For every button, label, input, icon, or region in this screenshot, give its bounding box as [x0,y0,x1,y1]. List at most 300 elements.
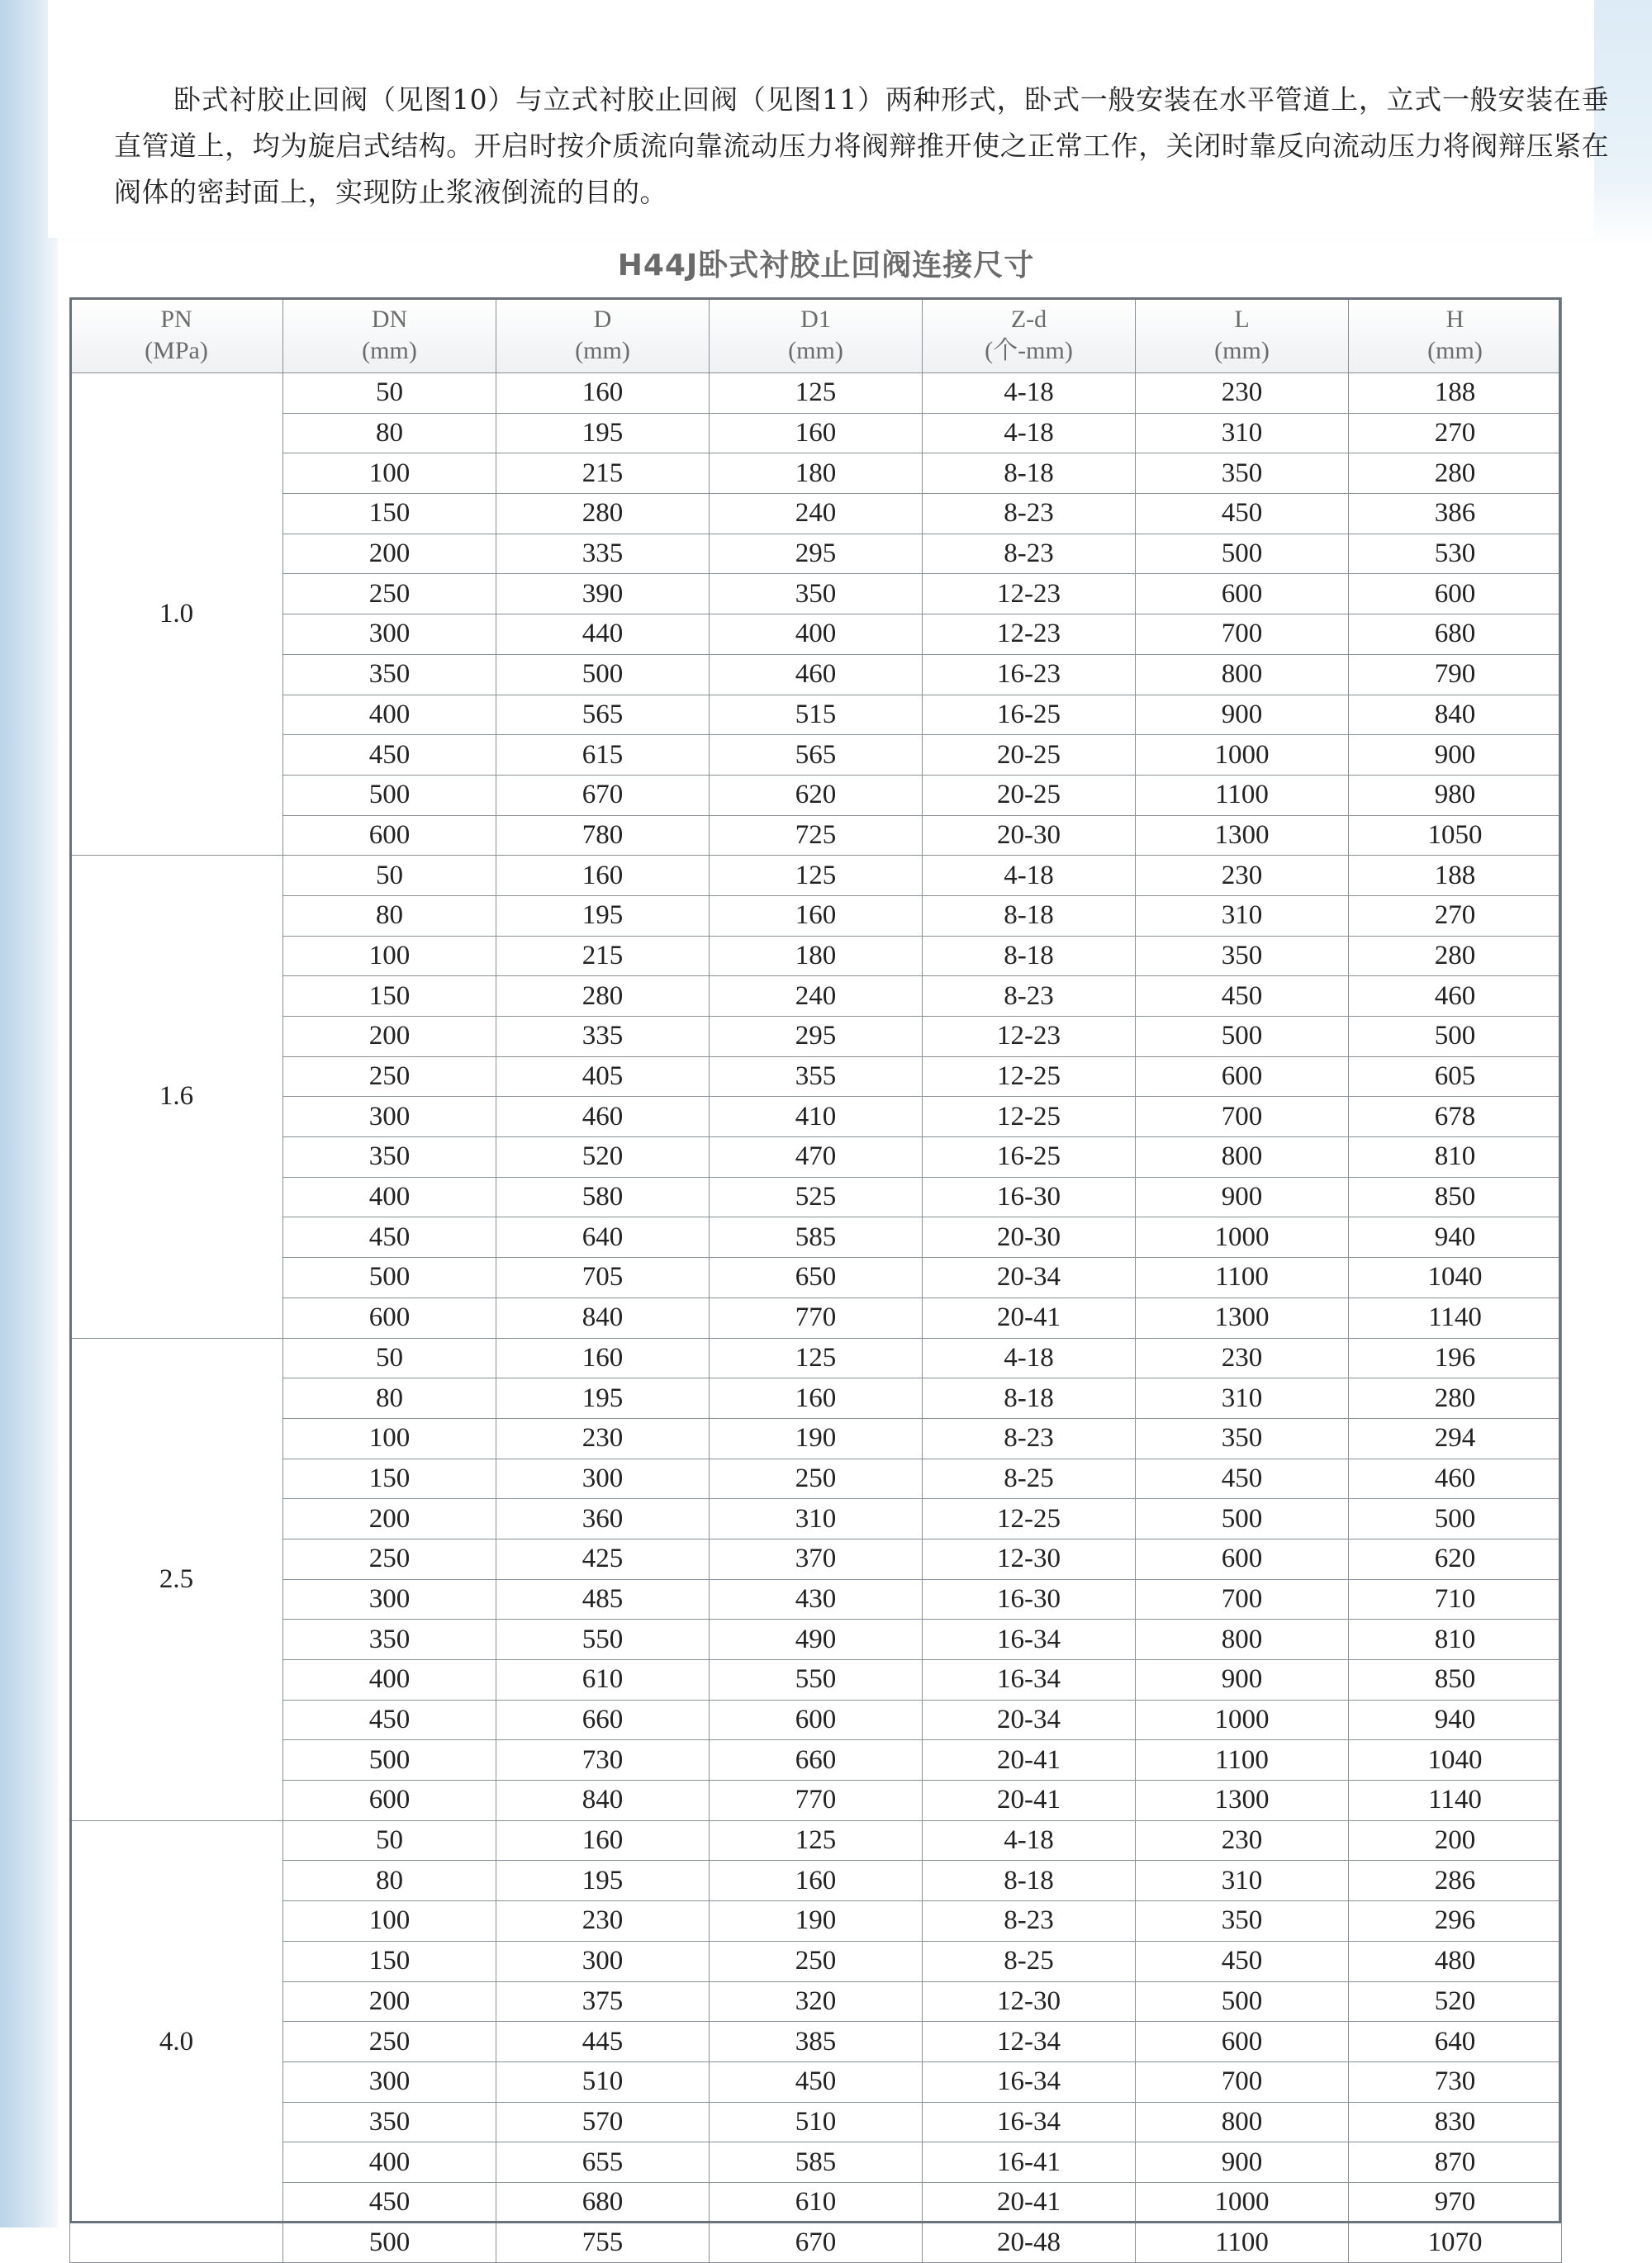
d-cell: 730 [496,1740,710,1781]
table-row [70,1338,1562,1378]
z-d-cell: 8-18 [923,1861,1136,1901]
l-cell: 1100 [1136,775,1349,815]
z-d-cell: 16-25 [923,695,1136,735]
d-cell: 230 [496,1418,710,1459]
dn-cell: 300 [283,1097,496,1137]
table-row [70,1217,1562,1258]
table-row [70,1820,1562,1861]
header-h: H (mm) [1349,298,1562,373]
d-cell: 445 [496,2022,710,2062]
d1-cell: 770 [710,1298,923,1338]
d1-cell: 585 [710,1217,923,1258]
table-row [70,1017,1562,1057]
table-row [70,735,1562,776]
d1-cell: 660 [710,1740,923,1781]
l-cell: 450 [1136,494,1349,534]
dn-cell: 150 [283,976,496,1017]
table-row [70,1660,1562,1701]
z-d-cell: 20-34 [923,1258,1136,1298]
l-cell: 600 [1136,1056,1349,1097]
d1-cell: 240 [710,976,923,1017]
l-cell: 230 [1136,856,1349,896]
z-d-cell: 20-41 [923,1781,1136,1821]
d1-cell: 250 [710,1941,923,1981]
table-row [70,1177,1562,1217]
d1-cell: 160 [710,1378,923,1419]
d-cell: 615 [496,735,710,776]
l-cell: 450 [1136,1459,1349,1499]
d1-cell: 160 [710,413,923,453]
d-cell: 840 [496,1781,710,1821]
table-row [70,1981,1562,2022]
h-cell: 1140 [1349,1781,1562,1821]
h-cell: 1050 [1349,815,1562,856]
d-cell: 640 [496,1217,710,1258]
dn-cell: 50 [283,1338,496,1378]
h-cell: 460 [1349,976,1562,1017]
d-cell: 565 [496,695,710,735]
table-row [70,936,1562,976]
d-cell: 335 [496,1017,710,1057]
z-d-cell: 4-18 [923,1820,1136,1861]
dn-cell: 600 [283,1298,496,1338]
dn-cell: 600 [283,1781,496,1821]
dn-cell: 400 [283,1660,496,1701]
dn-cell: 80 [283,413,496,453]
d-cell: 425 [496,1539,710,1579]
l-cell: 600 [1136,574,1349,614]
l-cell: 1300 [1136,1781,1349,1821]
h-cell: 520 [1349,1981,1562,2022]
table-row [70,1298,1562,1338]
dn-cell: 80 [283,1861,496,1901]
d-cell: 335 [496,534,710,574]
d1-cell: 450 [710,2061,923,2102]
d-cell: 780 [496,815,710,856]
h-cell: 386 [1349,494,1562,534]
d1-cell: 385 [710,2022,923,2062]
dn-cell: 300 [283,1579,496,1620]
left-margin-band [0,0,58,2227]
table-row [70,1539,1562,1579]
z-d-cell: 8-25 [923,1941,1136,1981]
dn-cell: 450 [283,1700,496,1740]
h-cell: 460 [1349,1459,1562,1499]
d1-cell: 160 [710,895,923,936]
d-cell: 500 [496,654,710,695]
l-cell: 800 [1136,1620,1349,1660]
z-d-cell: 20-30 [923,815,1136,856]
header-z-d: Z-d (个-mm) [923,298,1136,373]
table-row [70,895,1562,936]
l-cell: 230 [1136,1820,1349,1861]
d1-cell: 400 [710,614,923,655]
dn-cell: 200 [283,1017,496,1057]
l-cell: 450 [1136,976,1349,1017]
d-cell: 680 [496,2182,710,2223]
table-row [70,1901,1562,1942]
l-cell: 500 [1136,1017,1349,1057]
table-row [70,695,1562,735]
h-cell: 600 [1349,574,1562,614]
dn-cell: 350 [283,1620,496,1660]
l-cell: 1300 [1136,815,1349,856]
z-d-cell: 16-34 [923,2102,1136,2142]
l-cell: 1100 [1136,1740,1349,1781]
h-cell: 500 [1349,1017,1562,1057]
d-cell: 485 [496,1579,710,1620]
h-cell: 280 [1349,936,1562,976]
dn-cell: 100 [283,1418,496,1459]
l-cell: 1100 [1136,1258,1349,1298]
dn-cell: 80 [283,895,496,936]
table-row [70,1781,1562,1821]
dn-cell: 200 [283,1981,496,2022]
d1-cell: 490 [710,1620,923,1660]
z-d-cell: 20-41 [923,1740,1136,1781]
d1-cell: 320 [710,1981,923,2022]
table-row [70,453,1562,494]
z-d-cell: 20-34 [923,1700,1136,1740]
d1-cell: 515 [710,695,923,735]
table-row [70,1620,1562,1660]
h-cell: 1040 [1349,1740,1562,1781]
z-d-cell: 16-41 [923,2142,1136,2183]
d-cell: 520 [496,1137,710,1178]
table-row [70,1740,1562,1781]
table-row [70,2223,1562,2263]
d-cell: 610 [496,1660,710,1701]
z-d-cell: 8-23 [923,1901,1136,1942]
d-cell: 160 [496,373,710,414]
dn-cell: 450 [283,2182,496,2223]
z-d-cell: 8-18 [923,895,1136,936]
d1-cell: 610 [710,2182,923,2223]
dn-cell: 500 [283,1258,496,1298]
l-cell: 500 [1136,1981,1349,2022]
pressure-class-cell: 2.5 [70,1338,283,1820]
dn-cell: 100 [283,1901,496,1942]
d1-cell: 410 [710,1097,923,1137]
d1-cell: 370 [710,1539,923,1579]
dn-cell: 150 [283,1941,496,1981]
d-cell: 160 [496,1338,710,1378]
pressure-class-cell: 1.6 [70,856,283,1338]
d-cell: 300 [496,1941,710,1981]
dn-cell: 600 [283,815,496,856]
d-cell: 160 [496,1820,710,1861]
d-cell: 755 [496,2223,710,2263]
l-cell: 350 [1136,453,1349,494]
d-cell: 360 [496,1499,710,1540]
dn-cell: 250 [283,1056,496,1097]
d-cell: 405 [496,1056,710,1097]
d1-cell: 650 [710,1258,923,1298]
z-d-cell: 20-48 [923,2223,1136,2263]
l-cell: 450 [1136,1941,1349,1981]
h-cell: 280 [1349,453,1562,494]
header-d: D (mm) [496,298,710,373]
d1-cell: 190 [710,1418,923,1459]
l-cell: 500 [1136,534,1349,574]
l-cell: 600 [1136,1539,1349,1579]
z-d-cell: 4-18 [923,413,1136,453]
z-d-cell: 12-34 [923,2022,1136,2062]
d-cell: 550 [496,1620,710,1660]
table-row [70,654,1562,695]
d1-cell: 125 [710,1820,923,1861]
h-cell: 970 [1349,2182,1562,2223]
h-cell: 188 [1349,856,1562,896]
pressure-class-cell: 1.0 [70,373,283,856]
h-cell: 286 [1349,1861,1562,1901]
h-cell: 296 [1349,1901,1562,1942]
h-cell: 640 [1349,2022,1562,2062]
h-cell: 850 [1349,1177,1562,1217]
d-cell: 195 [496,413,710,453]
dn-cell: 100 [283,453,496,494]
z-d-cell: 8-18 [923,1378,1136,1419]
d1-cell: 240 [710,494,923,534]
z-d-cell: 12-25 [923,1499,1136,1540]
l-cell: 700 [1136,2061,1349,2102]
dn-cell: 200 [283,1499,496,1540]
l-cell: 800 [1136,2102,1349,2142]
z-d-cell: 20-30 [923,1217,1136,1258]
dn-cell: 350 [283,2102,496,2142]
d1-cell: 125 [710,1338,923,1378]
table-row [70,815,1562,856]
table-header-row [70,298,1562,373]
z-d-cell: 8-18 [923,936,1136,976]
table-row [70,373,1562,414]
table-row [70,1378,1562,1419]
h-cell: 200 [1349,1820,1562,1861]
d1-cell: 725 [710,815,923,856]
d-cell: 195 [496,895,710,936]
z-d-cell: 12-30 [923,1539,1136,1579]
header-dn: DN (mm) [283,298,496,373]
dn-cell: 80 [283,1378,496,1419]
d1-cell: 190 [710,1901,923,1942]
d-cell: 230 [496,1901,710,1942]
h-cell: 188 [1349,373,1562,414]
d-cell: 300 [496,1459,710,1499]
h-cell: 294 [1349,1418,1562,1459]
z-d-cell: 12-23 [923,574,1136,614]
h-cell: 620 [1349,1539,1562,1579]
h-cell: 1140 [1349,1298,1562,1338]
dn-cell: 350 [283,1137,496,1178]
l-cell: 1300 [1136,1298,1349,1338]
d1-cell: 125 [710,373,923,414]
z-d-cell: 20-25 [923,775,1136,815]
z-d-cell: 8-23 [923,534,1136,574]
z-d-cell: 8-25 [923,1459,1136,1499]
h-cell: 940 [1349,1700,1562,1740]
table-row [70,1258,1562,1298]
h-cell: 196 [1349,1338,1562,1378]
header-d1: D1 (mm) [710,298,923,373]
d-cell: 440 [496,614,710,655]
d1-cell: 585 [710,2142,923,2183]
h-cell: 830 [1349,2102,1562,2142]
table-row [70,1097,1562,1137]
z-d-cell: 16-30 [923,1579,1136,1620]
d-cell: 280 [496,976,710,1017]
l-cell: 800 [1136,1137,1349,1178]
d1-cell: 510 [710,2102,923,2142]
d1-cell: 355 [710,1056,923,1097]
l-cell: 310 [1136,1378,1349,1419]
d1-cell: 160 [710,1861,923,1901]
d1-cell: 460 [710,654,923,695]
d1-cell: 180 [710,453,923,494]
d1-cell: 470 [710,1137,923,1178]
d1-cell: 620 [710,775,923,815]
l-cell: 900 [1136,1660,1349,1701]
header-l: L (mm) [1136,298,1349,373]
dn-cell: 50 [283,1820,496,1861]
l-cell: 310 [1136,895,1349,936]
table-row [70,976,1562,1017]
d-cell: 840 [496,1298,710,1338]
dn-cell: 150 [283,494,496,534]
d-cell: 510 [496,2061,710,2102]
d-cell: 670 [496,775,710,815]
dn-cell: 250 [283,1539,496,1579]
dn-cell: 200 [283,534,496,574]
d-cell: 195 [496,1378,710,1419]
d1-cell: 250 [710,1459,923,1499]
l-cell: 700 [1136,1579,1349,1620]
table-row [70,1941,1562,1981]
l-cell: 350 [1136,1901,1349,1942]
table-row [70,534,1562,574]
h-cell: 730 [1349,2061,1562,2102]
h-cell: 678 [1349,1097,1562,1137]
header-pn: PN (MPa) [70,298,283,373]
dn-cell: 300 [283,2061,496,2102]
table-row [70,1861,1562,1901]
z-d-cell: 8-23 [923,1418,1136,1459]
d-cell: 705 [496,1258,710,1298]
table-row [70,494,1562,534]
z-d-cell: 16-34 [923,1660,1136,1701]
d1-cell: 295 [710,1017,923,1057]
dn-cell: 500 [283,775,496,815]
dn-cell: 500 [283,1740,496,1781]
h-cell: 680 [1349,614,1562,655]
l-cell: 1000 [1136,1217,1349,1258]
table-row [70,2182,1562,2223]
l-cell: 700 [1136,1097,1349,1137]
l-cell: 350 [1136,1418,1349,1459]
l-cell: 310 [1136,413,1349,453]
intro-panel [48,0,1609,238]
d1-cell: 670 [710,2223,923,2263]
d1-cell: 310 [710,1499,923,1540]
table-title: H44J卧式衬胶止回阀连接尺寸 [617,249,1035,282]
h-cell: 810 [1349,1620,1562,1660]
h-cell: 1040 [1349,1258,1562,1298]
l-cell: 900 [1136,695,1349,735]
h-cell: 900 [1349,735,1562,776]
z-d-cell: 12-23 [923,1017,1136,1057]
l-cell: 500 [1136,1499,1349,1540]
table-row [70,2142,1562,2183]
l-cell: 350 [1136,936,1349,976]
z-d-cell: 16-34 [923,1620,1136,1660]
h-cell: 710 [1349,1579,1562,1620]
z-d-cell: 12-30 [923,1981,1136,2022]
h-cell: 605 [1349,1056,1562,1097]
d-cell: 280 [496,494,710,534]
table-row [70,775,1562,815]
h-cell: 480 [1349,1941,1562,1981]
d1-cell: 565 [710,735,923,776]
h-cell: 500 [1349,1499,1562,1540]
d-cell: 570 [496,2102,710,2142]
pressure-class-cell: 4.0 [70,1820,283,2263]
dn-cell: 450 [283,1217,496,1258]
z-d-cell: 20-41 [923,1298,1136,1338]
d-cell: 580 [496,1177,710,1217]
table-row [70,2061,1562,2102]
dn-cell: 400 [283,2142,496,2183]
table-row [70,614,1562,655]
z-d-cell: 16-25 [923,1137,1136,1178]
l-cell: 900 [1136,1177,1349,1217]
h-cell: 810 [1349,1137,1562,1178]
l-cell: 900 [1136,2142,1349,2183]
h-cell: 270 [1349,413,1562,453]
h-cell: 530 [1349,534,1562,574]
z-d-cell: 4-18 [923,373,1136,414]
table-row [70,2102,1562,2142]
h-cell: 280 [1349,1378,1562,1419]
d1-cell: 430 [710,1579,923,1620]
table-row [70,1459,1562,1499]
l-cell: 310 [1136,1861,1349,1901]
d1-cell: 295 [710,534,923,574]
dn-cell: 450 [283,735,496,776]
d1-cell: 350 [710,574,923,614]
h-cell: 850 [1349,1660,1562,1701]
z-d-cell: 16-30 [923,1177,1136,1217]
dn-cell: 50 [283,856,496,896]
dn-cell: 250 [283,2022,496,2062]
dn-cell: 150 [283,1459,496,1499]
z-d-cell: 8-23 [923,494,1136,534]
table-row [70,1700,1562,1740]
d1-cell: 180 [710,936,923,976]
h-cell: 940 [1349,1217,1562,1258]
l-cell: 1000 [1136,1700,1349,1740]
d1-cell: 525 [710,1177,923,1217]
l-cell: 230 [1136,373,1349,414]
table-row [70,1499,1562,1540]
d-cell: 390 [496,574,710,614]
d1-cell: 600 [710,1700,923,1740]
z-d-cell: 4-18 [923,1338,1136,1378]
z-d-cell: 4-18 [923,856,1136,896]
dn-cell: 50 [283,373,496,414]
table-row [70,1056,1562,1097]
d1-cell: 550 [710,1660,923,1701]
l-cell: 600 [1136,2022,1349,2062]
z-d-cell: 16-23 [923,654,1136,695]
